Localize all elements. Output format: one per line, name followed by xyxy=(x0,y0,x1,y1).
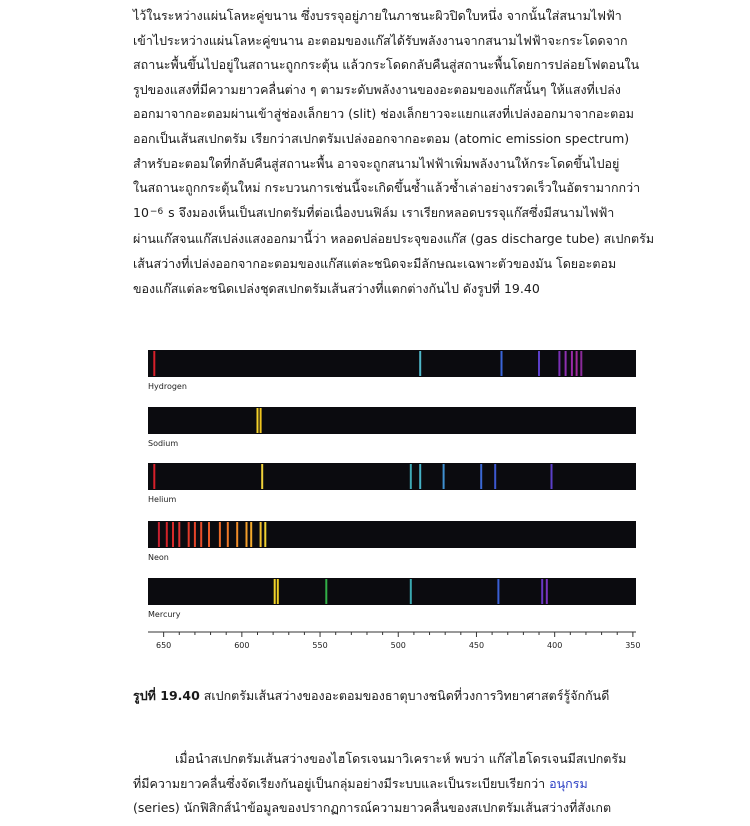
spectrum-strip-hydrogen xyxy=(148,350,636,377)
axis-tick-label: 600 xyxy=(234,641,250,650)
spectral-line xyxy=(277,579,279,604)
figure-caption xyxy=(133,686,609,706)
text-line: ออกมาจากอะตอมผ่านเข้าสู่ช่องเล็กยาว (slit) ช่องเล็กยาวจะแยกแสงที่เปล่งออกมาจากอะตอม xyxy=(133,106,634,122)
spectral-line xyxy=(546,579,548,604)
spectral-line xyxy=(194,522,196,547)
spectral-line xyxy=(558,351,560,376)
series-link[interactable]: อนุกรม xyxy=(549,775,588,791)
spectral-line xyxy=(250,522,252,547)
spectral-line xyxy=(219,522,221,547)
spectrum-strip-helium xyxy=(148,463,636,490)
spectral-line xyxy=(551,464,553,489)
spectrum-label: Hydrogen xyxy=(148,382,187,391)
spectral-line xyxy=(274,579,276,604)
spectral-line xyxy=(260,408,262,433)
spectral-line xyxy=(497,579,499,604)
spectrum-label: Sodium xyxy=(148,439,179,448)
text-line: ผ่านแก๊สจนแก๊สเปล่งแสงออกมานี้ว่า หลอดปล่อยประจุของแก๊ส (gas discharge tube) สเปกตรัม xyxy=(133,231,655,247)
spectrum-label: Neon xyxy=(148,553,169,562)
spectral-line xyxy=(236,522,238,547)
text-line-part: ที่มีความยาวคลื่นซึ่งจัดเรียงกันอยู่เป็นกลุ่มอย่างมีระบบและเป็นระเบียบเรียกว่า xyxy=(133,775,550,791)
text-line: รูปของแสงที่มีความยาวคลื่นต่าง ๆ ตามระดับพลังงานของอะตอมของแก๊สนั้นๆ ให้แสงที่เปล่ง xyxy=(133,81,621,97)
spectral-line xyxy=(153,464,155,489)
text-line: ไว้ในระหว่างแผ่นโลหะคู่ขนาน ซึ่งบรรจุอยู่ภายในภาชนะผิวปิดใบหนึ่ง จากนั้นใส่สนามไฟฟ้า xyxy=(133,8,622,23)
spectral-line xyxy=(260,522,262,547)
axis-tick-label: 400 xyxy=(547,641,563,650)
spectral-line xyxy=(178,522,180,547)
spectral-line xyxy=(325,579,327,604)
spectral-line xyxy=(565,351,567,376)
text-line: สถานะพื้นขึ้นไปอยู่ในสถานะถูกกระตุ้น แล้วกระโดดกลับคืนสู่สถานะพื้นโดยการปล่อยโฟตอนใน xyxy=(133,57,640,73)
spectral-line xyxy=(494,464,496,489)
axis-tick-label: 650 xyxy=(156,641,172,650)
spectral-line xyxy=(576,351,578,376)
text-line: เส้นสว่างที่เปล่งออกจากอะตอมของแก๊สแต่ละชนิดจะมีลักษณะเฉพาะตัวของมัน โดยอะตอม xyxy=(133,255,617,271)
text-line-rest: s จึงมองเห็นเป็นสเปกตรัมที่ต่อเนื่องบนฟิล์ม เราเรียกหลอดบรรจุแก๊สซึ่งมีสนามไฟฟ้า xyxy=(164,204,615,220)
axis-tick-label: 500 xyxy=(390,641,406,650)
spectral-line xyxy=(246,522,248,547)
spectral-line xyxy=(261,464,263,489)
caption-text: สเปกตรัมเส้นสว่างของอะตอมของธาตุบางชนิดที่วงการวิทยาศาสตร์รู้จักกันดี xyxy=(199,688,610,703)
spectral-line xyxy=(538,351,540,376)
spectral-line xyxy=(443,464,445,489)
spectral-line xyxy=(480,464,482,489)
spectral-line xyxy=(419,351,421,376)
spectral-line xyxy=(208,522,210,547)
spectrum-label: Helium xyxy=(148,495,177,504)
text-line xyxy=(133,772,673,797)
axis-tick-label: 350 xyxy=(625,641,641,650)
text-line: (series) นักฟิสิกส์นำข้อมูลของปรากฏการณ์ความยาวคลื่นของสเปกตรัมเส้นสว่างที่สังเกต xyxy=(133,800,612,816)
text-line: เมื่อนำสเปกตรัมเส้นสว่างของไฮโดรเจนมาวิเคราะห์ พบว่า แก๊สไฮโดรเจนมีสเปกตรัม xyxy=(175,751,627,766)
spectral-line xyxy=(419,464,421,489)
spectrum-strip-sodium xyxy=(148,407,636,434)
spectrum-strip-mercury xyxy=(148,578,636,605)
axis-tick-label: 450 xyxy=(468,641,485,650)
spectrum-strip-neon xyxy=(148,521,636,548)
spectral-line xyxy=(158,522,160,547)
spectral-line xyxy=(257,408,259,433)
spectral-line xyxy=(264,522,266,547)
spectral-line xyxy=(172,522,174,547)
spectral-line xyxy=(541,579,543,604)
figure-number: รูปที่ 19.40 xyxy=(133,688,200,703)
spectral-line xyxy=(227,522,229,547)
text-line: เข้าไประหว่างแผ่นโลหะคู่ขนาน อะตอมของแก๊สได้รับพลังงานจากสนามไฟฟ้าจะกระโดดจาก xyxy=(133,32,628,48)
axis-tick-label: 550 xyxy=(312,641,328,650)
spectral-line xyxy=(571,351,573,376)
spectral-line xyxy=(166,522,168,547)
text-line-with-exponent xyxy=(133,201,673,228)
spectral-line xyxy=(501,351,503,376)
text-line: ของแก๊สแต่ละชนิดเปล่งชุดสเปกตรัมเส้นสว่างที่แตกต่างกันไป ดังรูปที่ 19.40 xyxy=(133,280,540,296)
spectral-line xyxy=(580,351,582,376)
exponent-base: 10 xyxy=(133,204,149,220)
paragraph-bottom xyxy=(133,747,673,821)
spectral-line xyxy=(410,464,412,489)
spectral-line xyxy=(188,522,190,547)
spectrum-label: Mercury xyxy=(148,610,181,619)
exponent: −6 xyxy=(149,206,164,217)
text-line: ออกเป็นเส้นสเปกตรัม เรียกว่าสเปกตรัมเปล่งออกจากอะตอม (atomic emission spectrum) xyxy=(133,130,630,146)
paragraph-top xyxy=(133,4,673,301)
spectral-line xyxy=(410,579,412,604)
spectral-line xyxy=(200,522,202,547)
text-line: สำหรับอะตอมใดที่กลับคืนสู่สถานะพื้น อาจจะถูกสนามไฟฟ้าเพิ่มพลังงานให้กระโดดขึ้นไปอยู่ xyxy=(133,155,620,171)
text-line: ในสถานะถูกกระตุ้นใหม่ กระบวนการเช่นนี้จะเกิดขึ้นซ้ำแล้วซ้ำเล่าอย่างรวดเร็วในอัตรามากกว่า xyxy=(133,180,641,196)
spectral-line xyxy=(153,351,155,376)
